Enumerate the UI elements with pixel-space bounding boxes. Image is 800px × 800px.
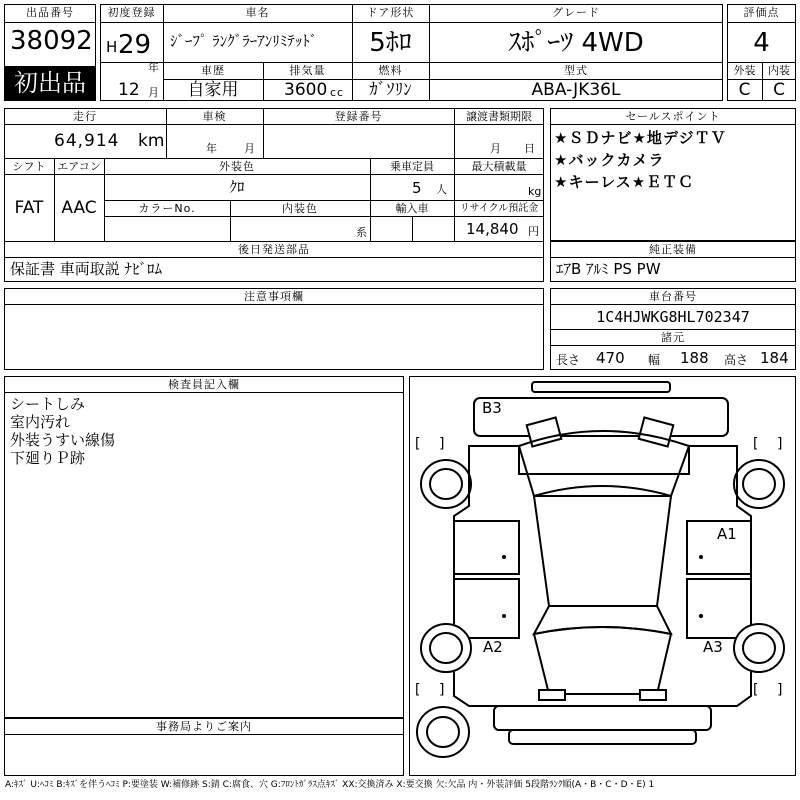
svg-text:[: [ (751, 436, 760, 452)
month-unit: 月 (148, 86, 160, 99)
fuel: ｶﾞｿﾘﾝ (369, 80, 412, 100)
ac-label: エアコン (57, 160, 101, 173)
damage-mark-a1: A1 (717, 525, 737, 543)
inspector-line: 外装うすい線傷 (10, 431, 116, 449)
transfer-month-unit: 月 (490, 142, 502, 155)
width: 188 (680, 349, 709, 367)
exterior-label: 外装 (733, 64, 756, 77)
first-reg-label: 初度登録 (107, 6, 156, 19)
year-unit: 年 (148, 61, 160, 74)
height: 184 (760, 349, 789, 367)
damage-legend: A:ｷｽﾞ U:ﾍｺﾐ B:ｷｽﾞを伴うﾍｺﾐ P:要塗装 W:補修跡 S:錆 C:腐食、穴 G:ﾌﾛﾝﾄｶﾞﾗｽ点ｷｽﾞ XX:交換済み X:要交換 欠:欠品 内・外装評価 5段階ﾗﾝｸ順(A・B・C・D・E) 1 (5, 780, 655, 790)
car-diagram (409, 376, 796, 776)
grade-label: グレード (552, 6, 600, 19)
transfer-day-unit: 日 (524, 142, 536, 155)
door: 5ﾎﾛ (369, 28, 412, 58)
svg-text:[: [ (751, 682, 760, 698)
office-label: 事務局よりご案内 (156, 720, 252, 733)
svg-text:]: ] (776, 436, 785, 452)
equipment-label: 純正装備 (649, 243, 697, 256)
capacity-label: 乗車定員 (390, 160, 434, 173)
capacity: 5 (412, 179, 422, 197)
sales-point-item: ★ＳＤナビ★地デジＴＶ (554, 129, 727, 147)
interior-color-unit: 系 (356, 226, 367, 239)
svg-text:]: ] (438, 436, 447, 452)
shift: FAT (14, 198, 44, 218)
chassis-label: 車台番号 (649, 290, 697, 303)
mileage-label: 走行 (73, 110, 97, 123)
damage-mark-b3: B3 (482, 399, 502, 417)
later-parts: 保証書 車両取説 ﾅﾋﾞﾛﾑ (10, 260, 163, 278)
interior-color-label: 内装色 (282, 202, 318, 215)
damage-mark-a2: A2 (483, 638, 503, 656)
inspector-line: 室内汚れ (10, 413, 71, 431)
era: H (106, 38, 118, 56)
score-label: 評価点 (743, 6, 780, 19)
first-sale-badge: 初出品 (5, 66, 95, 100)
notes-label: 注意事項欄 (244, 290, 304, 303)
interior-grade: C (773, 80, 785, 100)
displacement-label: 排気量 (289, 64, 326, 77)
car-name: ｼﾞｰﾌﾟ ﾗﾝｸﾞﾗｰｱﾝﾘﾐﾃｯﾄﾞ (170, 32, 318, 50)
fuel-label: 燃料 (378, 64, 403, 77)
inspector-label: 検査員記入欄 (168, 378, 240, 391)
max-load-label: 最大積載量 (471, 160, 527, 173)
history: 自家用 (187, 80, 239, 100)
damage-mark-a3: A3 (703, 638, 723, 656)
lot-number: 38092 (10, 26, 93, 56)
inspection-label: 車検 (202, 110, 227, 123)
model: ABA-JK36L (531, 80, 621, 100)
door-label: ドア形状 (366, 6, 415, 19)
svg-text:]: ] (776, 682, 785, 698)
color-no-label: カラーNo. (138, 202, 196, 215)
length: 470 (596, 349, 625, 367)
recycle-unit: 円 (528, 225, 539, 238)
sales-points-label: セールスポイント (625, 110, 721, 123)
capacity-unit: 人 (436, 183, 448, 196)
car-name-label: 車名 (245, 6, 270, 19)
transfer-doc-label: 譲渡書類期限 (466, 110, 532, 123)
inspector-line: シートしみ (10, 395, 86, 413)
reg-number-label: 登録番号 (334, 110, 383, 123)
dims-label: 諸元 (661, 331, 685, 344)
history-label: 車歴 (201, 64, 225, 77)
length-label: 長さ (556, 353, 581, 367)
recycle: 14,840 (466, 220, 519, 238)
svg-text:[: [ (413, 682, 422, 698)
score: 4 (753, 28, 770, 58)
inspector-line: 下廻りＰ跡 (10, 449, 86, 467)
height-label: 高さ (724, 353, 749, 367)
svg-text:]: ] (438, 682, 447, 698)
exterior-grade: C (738, 80, 751, 100)
year: 29 (118, 30, 152, 60)
month: 12 (118, 80, 140, 100)
grade: ｽﾎﾟｰﾂ 4WD (508, 28, 644, 58)
later-parts-label: 後日発送部品 (238, 243, 310, 256)
displacement: 3600 (284, 80, 328, 100)
exterior-color: ｸﾛ (229, 178, 245, 196)
mileage: 64,914 (54, 131, 120, 151)
recycle-label: リサイクル預託金 (459, 203, 539, 214)
width-label: 幅 (648, 353, 661, 367)
sales-point-item: ★キーレス★ＥＴＣ (554, 173, 695, 191)
lot-number-label: 出品番号 (26, 6, 74, 19)
inspection-month-unit: 月 (244, 142, 256, 155)
import-label: 輸入車 (395, 202, 429, 215)
interior-label: 内装 (768, 64, 790, 77)
displacement-unit: cc (330, 86, 345, 99)
inspection-year-unit: 年 (206, 142, 218, 155)
mileage-unit: km (138, 131, 165, 151)
max-load-unit: kg (528, 185, 542, 198)
chassis-number: 1C4HJWKG8HL702347 (596, 308, 750, 326)
model-label: 型式 (564, 64, 588, 77)
svg-text:[: [ (413, 436, 422, 452)
shift-label: シフト (12, 160, 46, 173)
equipment-value: ｴｱB ｱﾙﾐ PS PW (556, 260, 661, 278)
sales-point-item: ★バックカメラ (554, 151, 665, 169)
ac: AAC (61, 198, 97, 218)
exterior-color-label: 外装色 (219, 160, 255, 173)
